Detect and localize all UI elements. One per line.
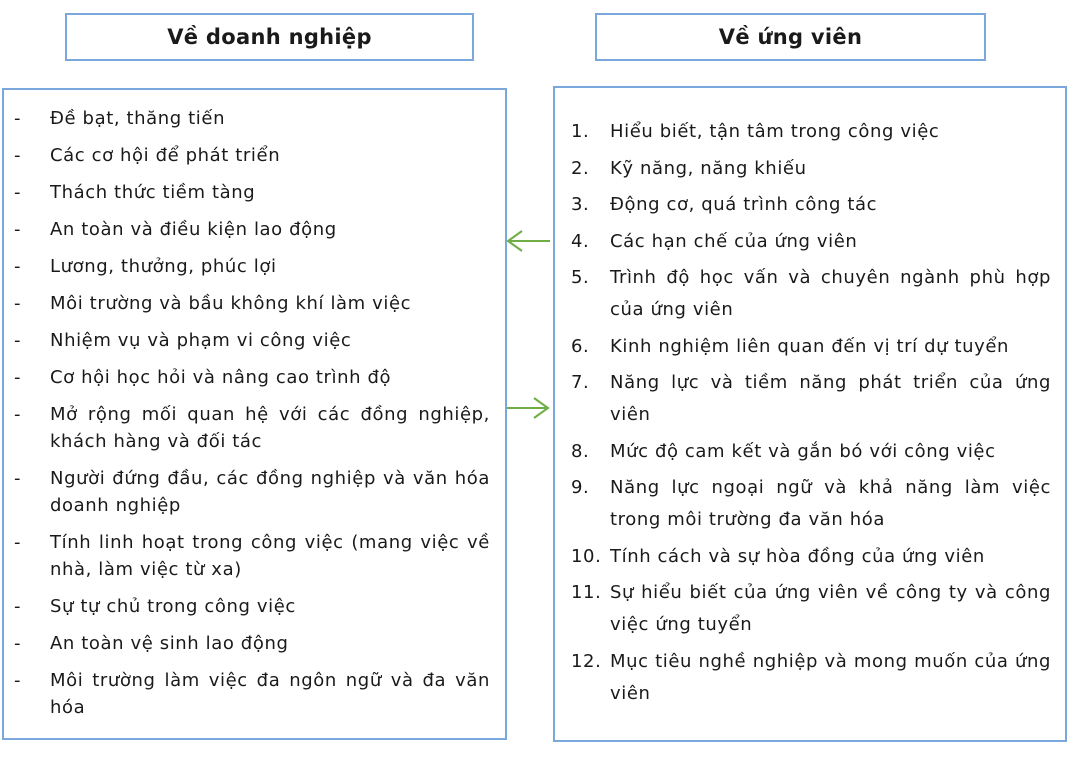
item-text: Mức độ cam kết và gắn bó với công việc: [610, 440, 996, 462]
dash-marker: -: [14, 532, 22, 553]
dash-marker: -: [14, 256, 22, 277]
item-text: Môi trường và bầu không khí làm việc: [50, 293, 412, 314]
item-text: Tính linh hoạt trong công việc (mang việc về nhà, làm việc từ xa): [50, 532, 490, 580]
dash-marker: -: [14, 293, 22, 314]
item-number: 11.: [571, 582, 602, 603]
arrow-right-icon: [507, 398, 548, 418]
item-text: Đề bạt, thăng tiến: [50, 108, 226, 129]
item-text: Lương, thưởng, phúc lợi: [50, 256, 277, 277]
arrow-left-icon: [508, 231, 550, 251]
item-text: Người đứng đầu, các đồng nghiệp và văn hóa doanh nghiệp: [50, 468, 490, 516]
item-number: 3.: [571, 194, 590, 215]
dash-marker: -: [14, 596, 22, 617]
dash-marker: -: [14, 330, 22, 351]
item-text: Năng lực ngoại ngữ và khả năng làm việc trong môi trường đa văn hóa: [610, 477, 1051, 530]
dash-marker: -: [14, 670, 22, 691]
item-text: Nhiệm vụ và phạm vi công việc: [50, 330, 352, 351]
item-text: Trình độ học vấn và chuyên ngành phù hợp của ứng viên: [610, 267, 1051, 320]
dash-marker: -: [14, 182, 22, 203]
item-text: Các cơ hội để phát triển: [50, 145, 281, 166]
item-number: 8.: [571, 440, 590, 462]
item-text: Năng lực và tiềm năng phát triển của ứng viên: [610, 372, 1051, 425]
dash-marker: -: [14, 145, 22, 166]
item-text: Hiểu biết, tận tâm trong công việc: [610, 121, 940, 142]
header-candidate: Về ứng viên: [595, 13, 986, 61]
item-number: 5.: [571, 267, 590, 288]
item-text: An toàn và điều kiện lao động: [50, 219, 337, 240]
dash-marker: -: [14, 468, 22, 489]
item-number: 7.: [571, 372, 590, 393]
dash-marker: -: [14, 633, 22, 654]
dash-marker: -: [14, 108, 22, 129]
item-number: 4.: [571, 230, 590, 252]
dash-marker: -: [14, 404, 22, 425]
item-text: Môi trường làm việc đa ngôn ngữ và đa văn hóa: [50, 670, 490, 718]
item-text: Các hạn chế của ứng viên: [610, 230, 858, 252]
item-text: Kỹ năng, năng khiếu: [610, 157, 807, 179]
dash-marker: -: [14, 219, 22, 240]
item-number: 9.: [571, 477, 590, 498]
item-text: Cơ hội học hỏi và nâng cao trình độ: [50, 367, 392, 388]
item-text: Động cơ, quá trình công tác: [610, 194, 878, 215]
item-number: 1.: [571, 121, 590, 142]
item-number: 10.: [571, 545, 602, 567]
item-number: 12.: [571, 650, 602, 672]
item-text: Kinh nghiệm liên quan đến vị trí dự tuyển: [610, 335, 1010, 357]
item-text: Tính cách và sự hòa đồng của ứng viên: [610, 545, 985, 567]
item-text: Mở rộng mối quan hệ với các đồng nghiệp, khách hàng và đối tác: [50, 404, 490, 452]
dash-marker: -: [14, 367, 22, 388]
header-company: Về doanh nghiệp: [65, 13, 474, 61]
item-number: 2.: [571, 157, 590, 179]
item-text: Mục tiêu nghề nghiệp và mong muốn của ứng viên: [610, 650, 1051, 704]
item-text: An toàn vệ sinh lao động: [50, 633, 289, 654]
item-text: Thách thức tiềm tàng: [50, 182, 256, 203]
item-text: Sự tự chủ trong công việc: [50, 596, 296, 617]
item-text: Sự hiểu biết của ứng viên về công ty và công việc ứng tuyển: [610, 582, 1051, 635]
item-number: 6.: [571, 335, 590, 357]
